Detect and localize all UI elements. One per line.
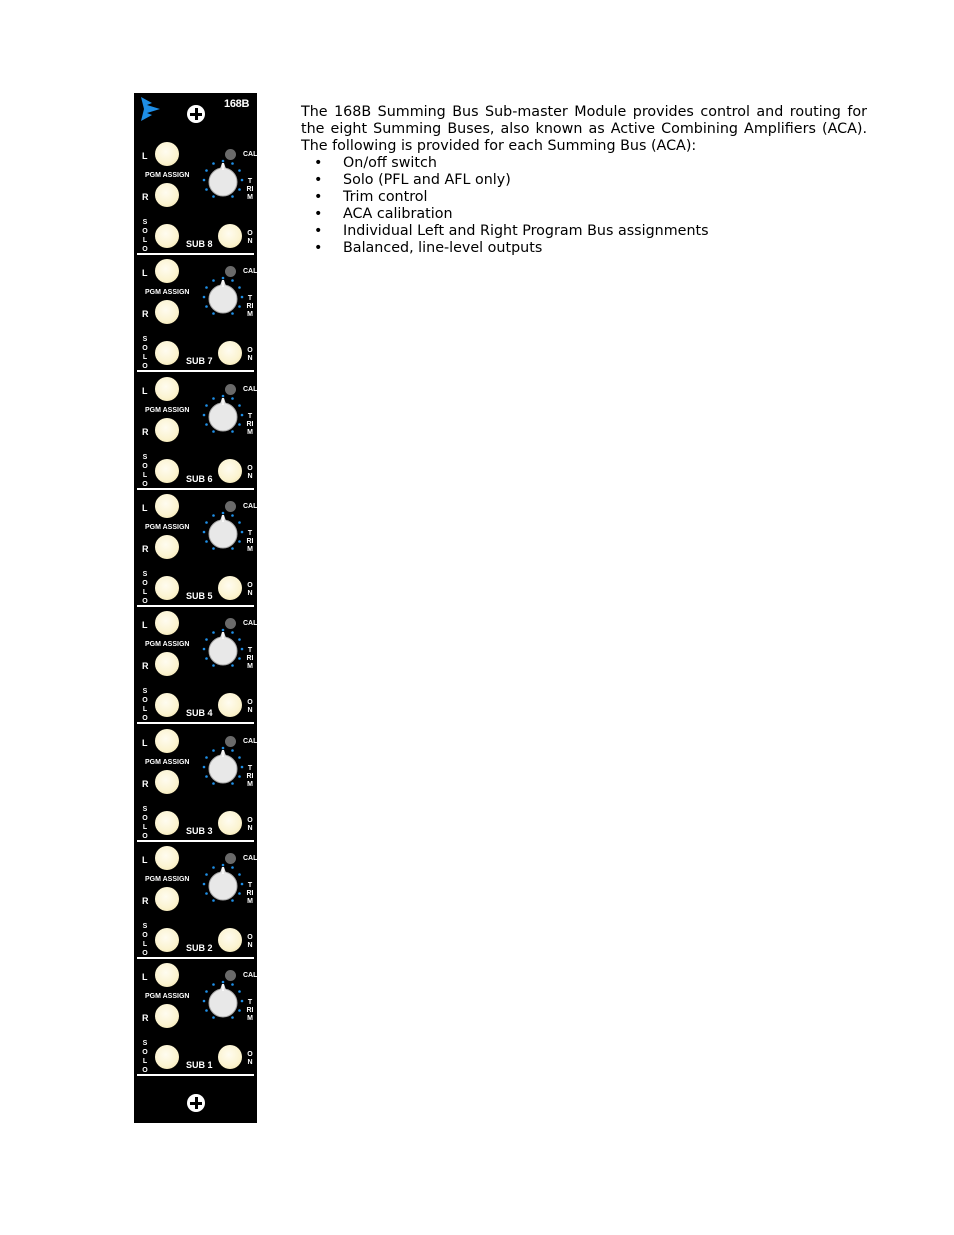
left-assign-label: L bbox=[142, 972, 148, 983]
sub-strip-1 bbox=[134, 914, 258, 1075]
trim-knob[interactable] bbox=[202, 159, 244, 201]
solo-button[interactable] bbox=[155, 1045, 179, 1069]
sub-strip-3 bbox=[134, 680, 258, 840]
cal-label: CAL bbox=[243, 502, 258, 510]
left-assign-button[interactable] bbox=[155, 846, 179, 870]
solo-label: SOLO bbox=[142, 453, 148, 488]
trim-label: TRIM bbox=[246, 764, 254, 788]
on-label: ON bbox=[247, 347, 253, 363]
right-assign-label: R bbox=[142, 309, 149, 320]
cal-label: CAL bbox=[243, 268, 258, 276]
trim-knob[interactable] bbox=[202, 511, 244, 553]
right-assign-label: R bbox=[142, 895, 149, 906]
solo-label: SOLO bbox=[142, 1040, 148, 1075]
left-assign-button[interactable] bbox=[155, 729, 179, 753]
left-assign-label: L bbox=[142, 385, 148, 396]
left-assign-label: L bbox=[142, 854, 148, 865]
sub-strip-4 bbox=[134, 562, 258, 723]
trim-label: TRIM bbox=[246, 647, 254, 671]
description-text bbox=[301, 104, 867, 257]
trim-label: TRIM bbox=[246, 412, 254, 436]
on-label: ON bbox=[247, 230, 253, 245]
pgm-assign-label: PGM ASSIGN bbox=[145, 523, 190, 531]
feature-item: • On/off switch bbox=[301, 155, 867, 172]
pgm-assign-label: PGM ASSIGN bbox=[145, 406, 190, 414]
module-model-label: 168B bbox=[224, 98, 250, 110]
feature-item: • Balanced, line-level outputs bbox=[301, 240, 867, 257]
trim-knob[interactable] bbox=[202, 863, 244, 905]
pgm-assign-label: PGM ASSIGN bbox=[145, 172, 190, 179]
left-assign-label: L bbox=[142, 502, 148, 513]
right-assign-label: R bbox=[142, 661, 149, 672]
module-faceplate bbox=[134, 93, 257, 1123]
trim-label: TRIM bbox=[246, 881, 254, 905]
solo-label: SOLO bbox=[142, 219, 148, 253]
bottom-screw-icon bbox=[187, 1094, 205, 1112]
right-assign-button[interactable] bbox=[155, 770, 179, 794]
sub-strip-8 bbox=[134, 93, 258, 253]
on-label: ON bbox=[247, 581, 253, 597]
strip-divider bbox=[137, 1074, 254, 1076]
left-assign-button[interactable] bbox=[155, 142, 179, 166]
right-assign-button[interactable] bbox=[155, 300, 179, 324]
right-assign-label: R bbox=[142, 543, 149, 554]
trim-knob[interactable] bbox=[202, 276, 244, 318]
left-assign-button[interactable] bbox=[155, 494, 179, 518]
right-assign-button[interactable] bbox=[155, 1004, 179, 1028]
cal-label: CAL bbox=[243, 972, 258, 980]
sub-strip-6 bbox=[134, 328, 258, 488]
right-assign-button[interactable] bbox=[155, 652, 179, 676]
left-assign-button[interactable] bbox=[155, 611, 179, 635]
left-assign-button[interactable] bbox=[155, 963, 179, 987]
feature-item: • Individual Left and Right Program Bus assignments bbox=[301, 223, 867, 240]
right-assign-button[interactable] bbox=[155, 887, 179, 911]
right-assign-button[interactable] bbox=[155, 535, 179, 559]
left-assign-label: L bbox=[142, 737, 148, 748]
cal-label: CAL bbox=[243, 854, 258, 862]
pgm-assign-label: PGM ASSIGN bbox=[145, 758, 190, 766]
left-assign-label: L bbox=[142, 268, 148, 279]
left-assign-button[interactable] bbox=[155, 377, 179, 401]
feature-item: • Trim control bbox=[301, 189, 867, 206]
feature-item: • ACA calibration bbox=[301, 206, 867, 223]
sub-strip-5 bbox=[134, 445, 258, 605]
sub-bus-label: SUB 1 bbox=[186, 1060, 213, 1071]
on-label: ON bbox=[247, 933, 253, 949]
sub-bus-label: SUB 6 bbox=[186, 473, 213, 484]
sub-bus-label: SUB 4 bbox=[186, 708, 213, 719]
trim-knob[interactable] bbox=[202, 394, 244, 436]
right-assign-label: R bbox=[142, 192, 149, 202]
cal-label: CAL bbox=[243, 385, 258, 393]
on-label: ON bbox=[247, 1051, 253, 1067]
right-assign-button[interactable] bbox=[155, 418, 179, 442]
cal-label: CAL bbox=[243, 737, 258, 745]
left-assign-button[interactable] bbox=[155, 259, 179, 283]
sub-bus-label: SUB 2 bbox=[186, 942, 213, 953]
right-assign-button[interactable] bbox=[155, 183, 179, 207]
left-assign-label: L bbox=[142, 620, 148, 631]
right-assign-label: R bbox=[142, 1013, 149, 1024]
pgm-assign-label: PGM ASSIGN bbox=[145, 641, 190, 649]
sub-bus-label: SUB 8 bbox=[186, 239, 213, 249]
trim-knob[interactable] bbox=[202, 628, 244, 670]
cal-label: CAL bbox=[243, 620, 258, 628]
solo-label: SOLO bbox=[142, 922, 148, 957]
sub-strip-2 bbox=[134, 797, 258, 957]
intro-paragraph: The 168B Summing Bus Sub-master Module provides control and routing for the eight Summing Buses, also known as Active Combining Amplifiers (ACA). The following is provided for each Summing Bus (ACA): bbox=[301, 104, 867, 154]
on-label: ON bbox=[247, 699, 253, 715]
sub-bus-label: SUB 7 bbox=[186, 356, 213, 367]
sub-strip-7 bbox=[134, 210, 258, 371]
solo-label: SOLO bbox=[142, 688, 148, 723]
solo-label: SOLO bbox=[142, 805, 148, 840]
feature-list bbox=[301, 155, 867, 257]
on-label: ON bbox=[247, 816, 253, 832]
trim-label: TRIM bbox=[246, 295, 254, 319]
right-assign-label: R bbox=[142, 426, 149, 437]
pgm-assign-label: PGM ASSIGN bbox=[145, 875, 190, 883]
sub-bus-label: SUB 3 bbox=[186, 825, 213, 836]
trim-knob[interactable] bbox=[202, 746, 244, 788]
trim-label: TRIM bbox=[246, 999, 254, 1023]
trim-label: TRIM bbox=[246, 529, 254, 553]
trim-knob[interactable] bbox=[202, 980, 244, 1022]
cal-label: CAL bbox=[243, 151, 258, 158]
sub-bus-label: SUB 5 bbox=[186, 590, 213, 601]
trim-label: TRIM bbox=[246, 178, 254, 201]
solo-label: SOLO bbox=[142, 336, 148, 371]
feature-item: • Solo (PFL and AFL only) bbox=[301, 172, 867, 189]
pgm-assign-label: PGM ASSIGN bbox=[145, 289, 190, 297]
pgm-assign-label: PGM ASSIGN bbox=[145, 993, 190, 1001]
solo-label: SOLO bbox=[142, 570, 148, 605]
on-label: ON bbox=[247, 464, 253, 480]
right-assign-label: R bbox=[142, 778, 149, 789]
left-assign-label: L bbox=[142, 151, 148, 161]
on-button[interactable] bbox=[218, 1045, 242, 1069]
